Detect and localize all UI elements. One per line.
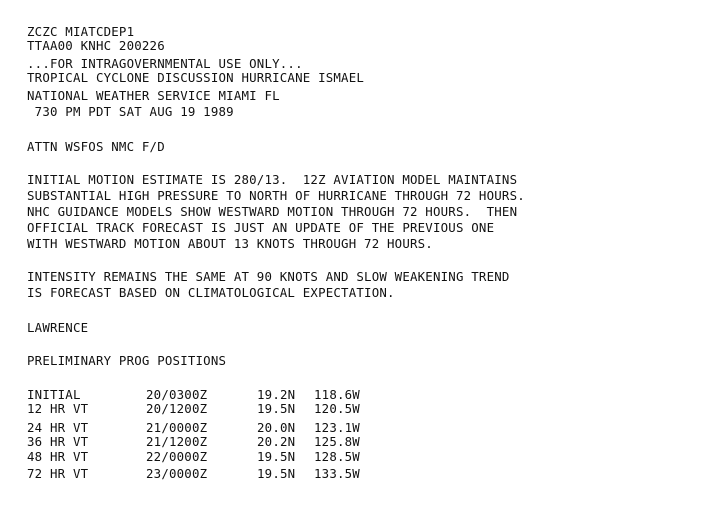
table-row	[27, 450, 487, 464]
row-label: 72 HR VT	[27, 466, 89, 481]
row-time: 21/1200Z	[146, 434, 208, 449]
row-lat: 20.0N	[257, 420, 296, 435]
row-label: 12 HR VT	[27, 401, 89, 416]
row-lon: 123.1W	[314, 420, 360, 435]
header-line-3: ...FOR INTRAGOVERNMENTAL USE ONLY...	[27, 56, 303, 71]
row-lon: 125.8W	[314, 434, 360, 449]
header-line-6: 730 PM PDT SAT AUG 19 1989	[27, 104, 234, 119]
paragraph1-line-3: NHC GUIDANCE MODELS SHOW WESTWARD MOTION THROUGH 72 HOURS. THEN	[27, 204, 518, 219]
paragraph2-line-1: INTENSITY REMAINS THE SAME AT 90 KNOTS AND SLOW WEAKENING TREND	[27, 269, 510, 284]
row-lat: 19.5N	[257, 466, 296, 481]
header-line-5: NATIONAL WEATHER SERVICE MIAMI FL	[27, 88, 280, 103]
paragraph1-line-5: WITH WESTWARD MOTION ABOUT 13 KNOTS THROUGH 72 HOURS.	[27, 236, 433, 251]
row-time: 21/0000Z	[146, 420, 208, 435]
row-lon: 118.6W	[314, 387, 360, 402]
positions-title: PRELIMINARY PROG POSITIONS	[27, 353, 227, 368]
paragraph1-line-4: OFFICIAL TRACK FORECAST IS JUST AN UPDATE OF THE PREVIOUS ONE	[27, 220, 495, 235]
forecaster-signature: LAWRENCE	[27, 320, 89, 335]
row-time: 20/0300Z	[146, 387, 208, 402]
row-lat: 20.2N	[257, 434, 296, 449]
row-lon: 120.5W	[314, 401, 360, 416]
row-lon: 133.5W	[314, 466, 360, 481]
row-time: 20/1200Z	[146, 401, 208, 416]
paragraph2-line-2: IS FORECAST BASED ON CLIMATOLOGICAL EXPECTATION.	[27, 285, 395, 300]
paragraph1-line-2: SUBSTANTIAL HIGH PRESSURE TO NORTH OF HURRICANE THROUGH 72 HOURS.	[27, 188, 525, 203]
row-label: 36 HR VT	[27, 434, 89, 449]
row-label: INITIAL	[27, 387, 81, 402]
row-time: 23/0000Z	[146, 466, 208, 481]
table-row	[27, 388, 487, 402]
table-row	[27, 435, 487, 449]
row-label: 24 HR VT	[27, 420, 89, 435]
table-row	[27, 421, 487, 435]
row-time: 22/0000Z	[146, 449, 208, 464]
paragraph1-line-1: INITIAL MOTION ESTIMATE IS 280/13. 12Z AVIATION MODEL MAINTAINS	[27, 172, 518, 187]
header-line-1: ZCZC MIATCDEP1	[27, 24, 135, 39]
table-row	[27, 402, 487, 416]
row-lat: 19.5N	[257, 449, 296, 464]
row-label: 48 HR VT	[27, 449, 89, 464]
row-lat: 19.2N	[257, 387, 296, 402]
row-lat: 19.5N	[257, 401, 296, 416]
table-row	[27, 467, 487, 481]
header-line-2: TTAA00 KNHC 200226	[27, 38, 165, 53]
row-lon: 128.5W	[314, 449, 360, 464]
header-line-4: TROPICAL CYCLONE DISCUSSION HURRICANE ISMAEL	[27, 70, 365, 85]
attn-line: ATTN WSFOS NMC F/D	[27, 139, 165, 154]
